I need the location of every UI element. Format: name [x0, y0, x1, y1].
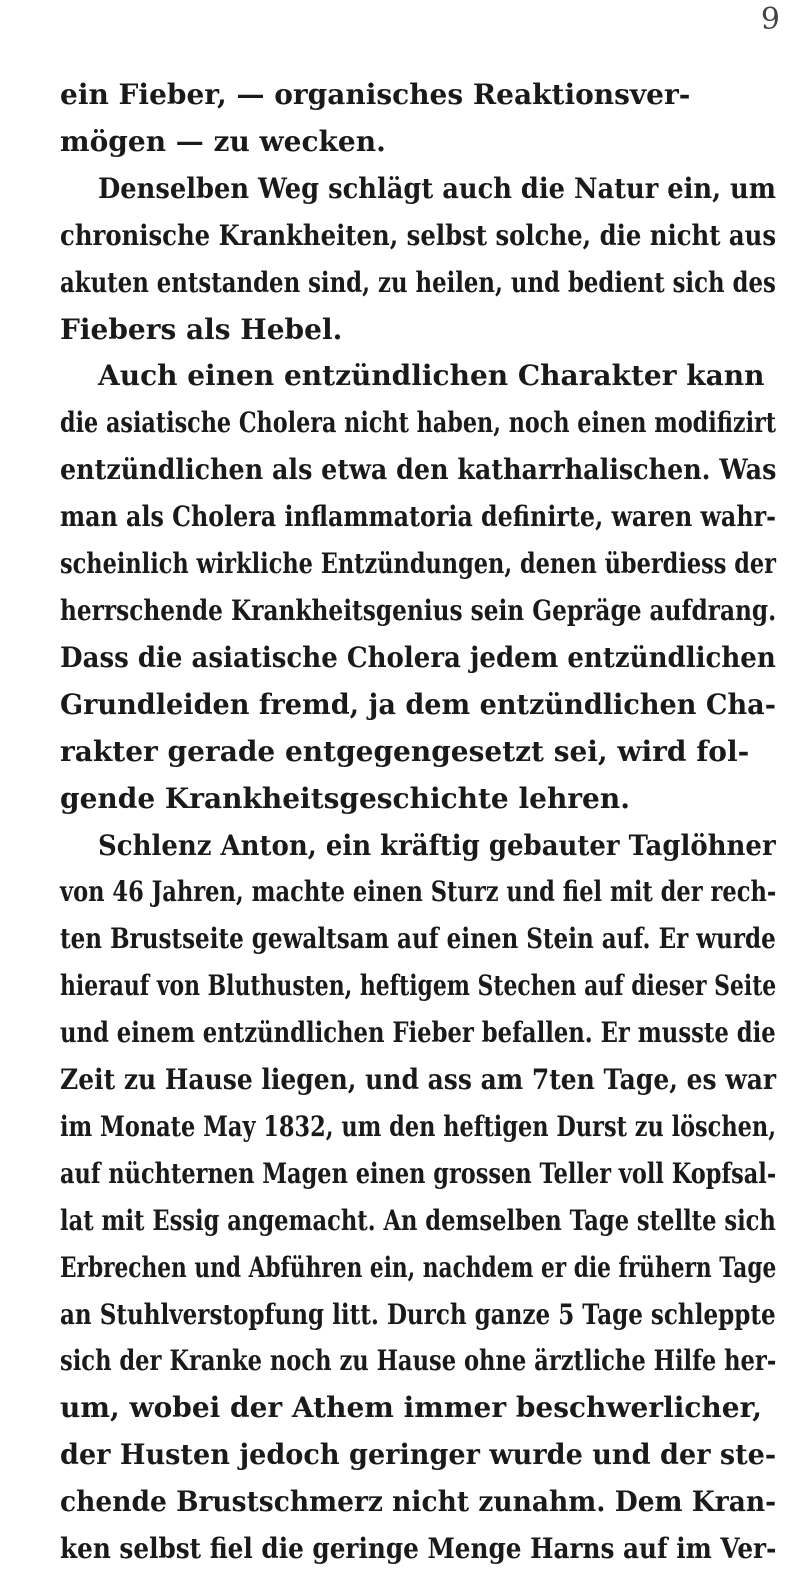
text-line: rakter gerade entgegengesetzt sei, wird fol- [60, 734, 750, 768]
text-line: herrschende Krankheitsgenius sein Gepräge aufdrang. [60, 593, 777, 627]
text-line: hierauf von Bluthusten, heftigem Stechen auf dieser Seite [60, 969, 777, 1003]
text-line: ten Brustseite gewaltsam auf einen Stein auf. Er wurde [60, 922, 776, 956]
text-line: gende Krankheitsgeschichte lehren. [60, 781, 630, 815]
text-line: Zeit zu Hause liegen, und ass am 7ten Tage, es war [60, 1063, 777, 1097]
text-line: Grundleiden fremd, ja dem entzündlichen Cha- [60, 687, 776, 721]
text-line: lat mit Essig angemacht. An demselben Tage stellte sich [60, 1203, 776, 1237]
page-number: 9 [760, 2, 780, 37]
text-line: Schlenz Anton, ein kräftig gebauter Taglöhner [98, 828, 776, 862]
text-line: chende Brustschmerz nicht zunahm. Dem Kran- [60, 1485, 777, 1519]
text-line: ken selbst fiel die geringe Menge Harns auf im Ver- [60, 1532, 777, 1566]
text-line: Auch einen entzündlichen Charakter kann [98, 359, 765, 393]
text-line: scheinlich wirkliche Entzündungen, denen überdiess der [60, 547, 776, 581]
text-line: um, wobei der Athem immer beschwerlicher, [60, 1391, 763, 1425]
text-line: an Stuhlverstopfung litt. Durch ganze 5 Tage schleppte [60, 1297, 776, 1331]
text-line: chronische Krankheiten, selbst solche, die nicht aus [60, 218, 777, 252]
text-line: auf nüchternen Magen einen grossen Teller voll Kopfsal- [60, 1156, 777, 1190]
text-line: Denselben Weg schlägt auch die Natur ein, um [98, 171, 776, 205]
text-line: Dass die asiatische Cholera jedem entzündlichen [60, 640, 776, 674]
text-line: akuten entstanden sind, zu heilen, und bedient sich des [60, 265, 776, 299]
text-line: im Monate May 1832, um den heftigen Durst zu löschen, [60, 1109, 777, 1143]
text-line: man als Cholera inflammatoria definirte, waren wahr- [60, 500, 776, 534]
text-line: mögen — zu wecken. [60, 124, 386, 158]
text-line: von 46 Jahren, machte einen Sturz und fiel mit der rech- [60, 875, 777, 909]
text-line: sich der Kranke noch zu Hause ohne ärztliche Hilfe her- [60, 1344, 777, 1378]
text-line: Fiebers als Hebel. [60, 312, 343, 346]
text-line: ein Fieber, — organisches Reaktionsver- [60, 78, 691, 111]
text-line: entzündlichen als etwa den katharrhalischen. Was [60, 453, 777, 487]
text-line: Erbrechen und Abführen ein, nachdem er die frühern Tage [60, 1250, 777, 1284]
text-line: und einem entzündlichen Fieber befallen. Er musste die [60, 1016, 776, 1050]
text-line: der Husten jedoch geringer wurde und der ste- [60, 1438, 777, 1472]
body-text [60, 72, 776, 1573]
text-line: die asiatische Cholera nicht haben, noch einen modifizirt [60, 406, 777, 440]
